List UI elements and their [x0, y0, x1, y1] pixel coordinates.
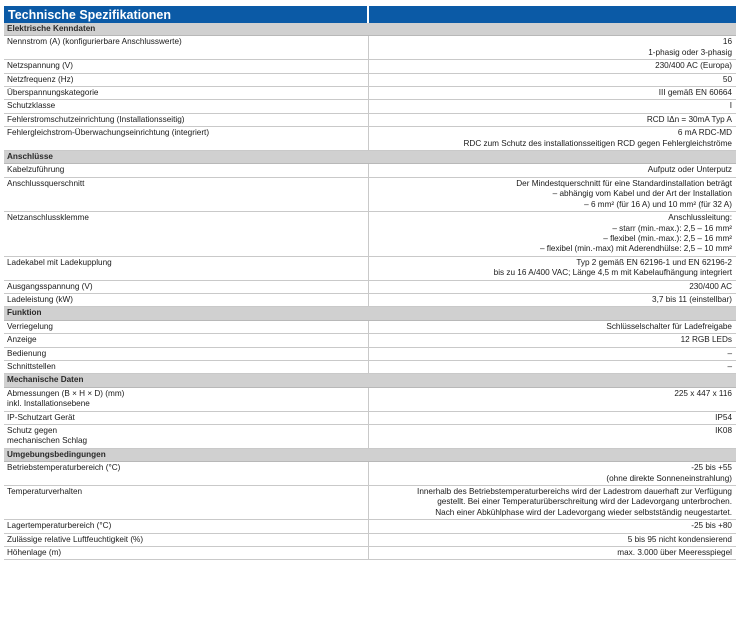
spec-value-line: – abhängig vom Kabel und der Art der Installation	[552, 189, 732, 199]
spec-row	[4, 164, 736, 177]
spec-value-line: – 6 mm² (für 16 A) und 10 mm² (für 32 A)	[584, 199, 732, 209]
spec-value-line: – flexibel (min.-max.): 2,5 – 16 mm²	[603, 233, 732, 243]
spec-value	[368, 411, 736, 424]
spec-value-line: 1-phasig oder 3-phasig	[648, 47, 732, 57]
spec-row	[4, 425, 736, 449]
spec-label-line: Überspannungskategorie	[7, 88, 99, 98]
spec-row	[4, 87, 736, 100]
spec-row	[4, 256, 736, 280]
section-header-funktion	[4, 307, 736, 320]
spec-value-line: 230/400 AC (Europa)	[655, 61, 732, 71]
spec-label-line: Schutzklasse	[7, 101, 56, 111]
spec-label	[4, 411, 368, 424]
spec-label-line: Schnittstellen	[7, 361, 56, 371]
spec-value-line: Schlüsselschalter für Ladefreigabe	[606, 321, 732, 331]
spec-value-line: Nach einer Abkühlphase wird der Ladevorgang wieder selbstständig neugestartet.	[435, 507, 732, 517]
spec-label-line: Netzfrequenz (Hz)	[7, 74, 74, 84]
spec-value	[368, 127, 736, 151]
spec-value-line: Typ 2 gemäß EN 62196-1 und EN 62196-2	[576, 257, 732, 267]
spec-value	[368, 486, 736, 520]
spec-value-line: RCD IΔn = 30mA Typ A	[646, 114, 732, 124]
spec-value	[368, 425, 736, 449]
section-header-mechanische-daten	[4, 374, 736, 387]
spec-label	[4, 486, 368, 520]
spec-value-line: III gemäß EN 60664	[658, 88, 732, 98]
spec-value	[368, 36, 736, 60]
spec-label	[4, 87, 368, 100]
spec-label	[4, 462, 368, 486]
spec-row	[4, 320, 736, 333]
spec-label-line: Zulässige relative Luftfeuchtigkeit (%)	[7, 534, 144, 544]
spec-row	[4, 60, 736, 73]
spec-label-line: Nennstrom (A) (konfigurierbare Anschlusswerte)	[7, 37, 182, 47]
spec-value	[368, 533, 736, 546]
spec-label	[4, 425, 368, 449]
spec-row	[4, 127, 736, 151]
spec-label	[4, 113, 368, 126]
spec-value-line: 50	[722, 74, 732, 84]
spec-value-line: 5 bis 95 nicht kondensierend	[627, 534, 732, 544]
spec-row	[4, 293, 736, 306]
spec-label	[4, 387, 368, 411]
spec-row	[4, 520, 736, 533]
spec-value	[368, 320, 736, 333]
spec-label-line: Ausgangsspannung (V)	[7, 281, 93, 291]
spec-value-line: Innerhalb des Betriebstemperaturbereichs wird der Ladestrom dauerhaft zur Verfügung	[417, 487, 732, 497]
spec-label-line: Fehlergleichstrom-Überwachungseinrichtung (integriert)	[7, 128, 210, 138]
spec-row	[4, 462, 736, 486]
spec-row	[4, 100, 736, 113]
spec-value-line: IP54	[715, 412, 732, 422]
spec-value-line: max. 3.000 über Meeresspiegel	[617, 548, 732, 558]
spec-label-line: Netzspannung (V)	[7, 61, 73, 71]
spec-label-line: Schutz gegen	[7, 426, 58, 435]
section-heading: Anschlüsse	[4, 151, 736, 164]
spec-value-line: – starr (min.-max.): 2,5 – 16 mm²	[612, 223, 732, 233]
spec-value-line: bis zu 16 A/400 VAC; Länge 4,5 m mit Kabelaufhängung integriert	[493, 268, 732, 278]
spec-label-line: Anzeige	[7, 335, 37, 345]
spec-row	[4, 533, 736, 546]
specifications-table	[4, 6, 736, 560]
spec-label-line: Ladeleistung (kW)	[7, 294, 73, 304]
spec-row	[4, 113, 736, 126]
section-header-anschluesse	[4, 151, 736, 164]
spec-value-line: gestellt. Bei einer Temperaturüberschreitung wird der Ladevorgang unterbrochen.	[437, 497, 732, 507]
spec-row	[4, 212, 736, 257]
spec-label-line: Abmessungen (B × H × D) (mm)	[7, 388, 125, 398]
section-header-elektrische-kenndaten	[4, 23, 736, 36]
spec-value-line: 225 x 447 x 116	[674, 388, 732, 398]
spec-value-line: 3,7 bis 11 (einstellbar)	[652, 294, 732, 304]
section-heading: Umgebungsbedingungen	[4, 448, 736, 461]
spec-value-line: –	[727, 348, 732, 358]
spec-value	[368, 293, 736, 306]
spec-value-line: Der Mindestquerschnitt für eine Standardinstallation beträgt	[516, 178, 732, 188]
spec-label	[4, 520, 368, 533]
spec-row	[4, 411, 736, 424]
spec-row	[4, 387, 736, 411]
spec-row	[4, 334, 736, 347]
spec-value-line: (ohne direkte Sonneneinstrahlung)	[606, 473, 732, 483]
spec-value	[368, 547, 736, 560]
spec-row	[4, 280, 736, 293]
section-heading: Funktion	[4, 307, 736, 320]
spec-label	[4, 100, 368, 113]
spec-row	[4, 547, 736, 560]
spec-value	[368, 334, 736, 347]
spec-value-line: Anschlussleitung:	[668, 213, 732, 223]
spec-row	[4, 360, 736, 373]
spec-value	[368, 520, 736, 533]
section-heading: Elektrische Kenndaten	[4, 23, 736, 36]
spec-label-line: Ladekabel mit Ladekupplung	[7, 257, 112, 267]
spec-label-line: Bedienung	[7, 348, 47, 358]
spec-label-line: Kabelzuführung	[7, 165, 65, 175]
table-header-row	[4, 6, 736, 23]
spec-value	[368, 387, 736, 411]
table-title: Technische Spezifikationen	[4, 6, 368, 23]
spec-value-line: Aufputz oder Unterputz	[647, 165, 732, 175]
spec-label	[4, 60, 368, 73]
section-heading: Mechanische Daten	[4, 374, 736, 387]
spec-label	[4, 177, 368, 211]
spec-label	[4, 256, 368, 280]
spec-value-line: RDC zum Schutz des installationsseitigen RCD gegen Fehlergleichströme	[463, 138, 732, 148]
spec-label-line: Netzanschlussklemme	[7, 213, 89, 223]
spec-value-line: – flexibel (min.-max) mit Aderendhülse: 2,5 – 10 mm²	[539, 244, 732, 254]
spec-label-line: Lagertemperaturbereich (°C)	[7, 521, 112, 531]
spec-label	[4, 547, 368, 560]
spec-label-line: Anschlussquerschnitt	[7, 178, 85, 188]
spec-value	[368, 73, 736, 86]
spec-value	[368, 113, 736, 126]
spec-value	[368, 256, 736, 280]
spec-value	[368, 347, 736, 360]
spec-label	[4, 360, 368, 373]
spec-label	[4, 212, 368, 257]
section-header-umgebungsbedingungen	[4, 448, 736, 461]
spec-row	[4, 177, 736, 211]
spec-label	[4, 36, 368, 60]
spec-label	[4, 280, 368, 293]
spec-value	[368, 462, 736, 486]
spec-value-line: 230/400 AC	[689, 281, 732, 291]
spec-value-line: –	[727, 361, 732, 371]
spec-label-line: mechanischen Schlag	[7, 436, 88, 446]
spec-label-line: inkl. Installationsebene	[7, 399, 90, 409]
spec-value	[368, 280, 736, 293]
spec-label	[4, 127, 368, 151]
spec-value	[368, 177, 736, 211]
spec-value-line: -25 bis +55	[691, 463, 732, 473]
spec-value-line: -25 bis +80	[691, 521, 732, 531]
spec-value	[368, 360, 736, 373]
spec-value	[368, 87, 736, 100]
spec-label-line: Betriebstemperaturbereich (°C)	[7, 463, 121, 473]
spec-label-line: Verriegelung	[7, 321, 53, 331]
spec-value-line: I	[729, 101, 732, 111]
spec-value-line: 6 mA RDC-MD	[677, 128, 732, 138]
spec-label	[4, 533, 368, 546]
spec-label-line: Fehlerstromschutzeinrichtung (Installationsseitig)	[7, 114, 185, 124]
spec-value-line: 16	[722, 37, 732, 47]
spec-label	[4, 73, 368, 86]
spec-label-line: IP-Schutzart Gerät	[7, 412, 75, 422]
table-header-blank	[368, 6, 736, 23]
spec-row	[4, 347, 736, 360]
spec-value-line: IK08	[715, 426, 732, 435]
spec-label	[4, 334, 368, 347]
spec-value	[368, 100, 736, 113]
spec-row	[4, 36, 736, 60]
spec-value	[368, 60, 736, 73]
spec-row	[4, 486, 736, 520]
spec-value	[368, 164, 736, 177]
spec-label	[4, 347, 368, 360]
specifications-body	[4, 23, 736, 560]
spec-label	[4, 320, 368, 333]
spec-label	[4, 293, 368, 306]
spec-label-line: Höhenlage (m)	[7, 548, 62, 558]
spec-value-line: 12 RGB LEDs	[680, 335, 732, 345]
spec-value	[368, 212, 736, 257]
spec-row	[4, 73, 736, 86]
spec-label	[4, 164, 368, 177]
spec-label-line: Temperaturverhalten	[7, 487, 83, 497]
